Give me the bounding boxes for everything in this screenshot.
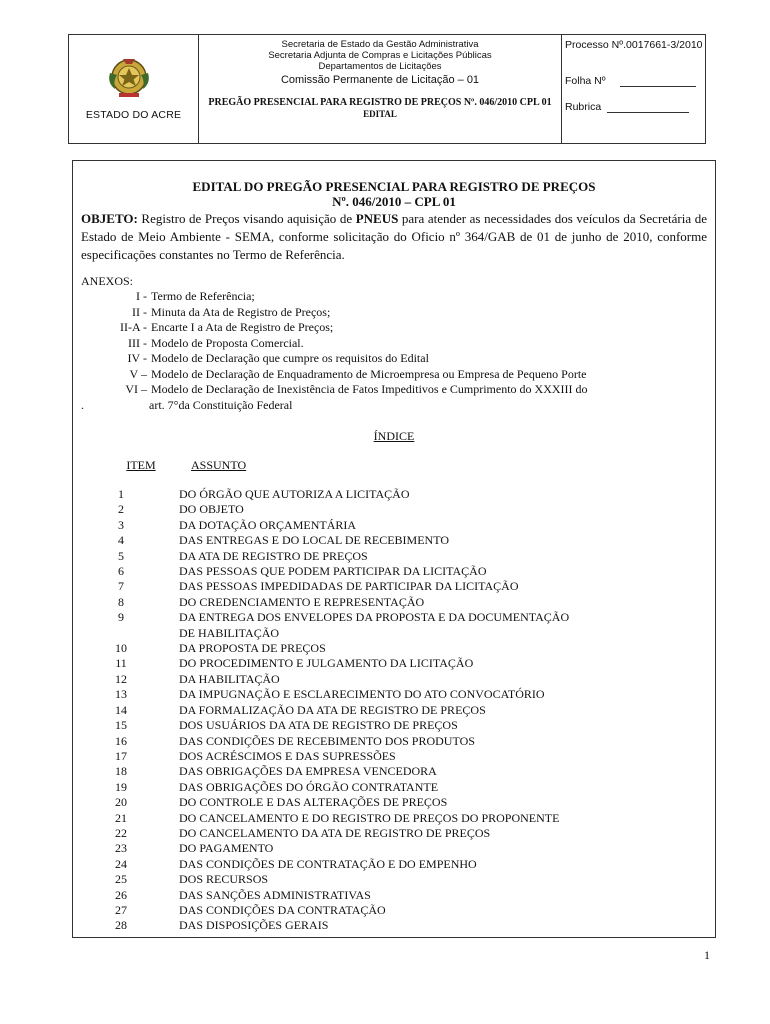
indice-item-number: 13 [115,687,127,702]
indice-item [81,549,707,564]
indice-item-subject: DO PAGAMENTO [179,841,274,856]
folha-field [565,75,705,101]
indice-item-number: 25 [115,872,127,887]
indice-item-number: 26 [115,887,127,902]
indice-item-number: 5 [118,548,124,563]
rubrica-blank [607,103,689,113]
indice-item [81,579,707,594]
indice-item-subject: DAS CONDIÇÕES DA CONTRATAÇÃO [179,902,386,917]
anexo-continuation [81,398,707,414]
indice-item-number [81,626,161,641]
indice-item-number: 16 [115,733,127,748]
objeto-product: PNEUS [355,211,399,226]
indice-item-subject: DOS USUÁRIOS DA ATA DE REGISTRO DE PREÇOS [179,718,458,733]
indice-item [81,672,707,687]
indice-item-number: 27 [115,902,127,917]
page-number: 1 [704,948,710,962]
indice-item [81,718,707,733]
indice-item [81,811,707,826]
anexo-number: II - [132,304,147,319]
indice-item-subject: DAS CONDIÇÕES DE CONTRATAÇÃO E DO EMPENHO [179,856,477,871]
indice-item [81,703,707,718]
indice-item [81,502,707,517]
indice-item-subject: DA PROPOSTA DE PREÇOS [179,641,326,656]
indice-item-subject: DA HABILITAÇÃO [179,671,280,686]
indice-item [81,888,707,903]
indice-item-subject: DO CANCELAMENTO E DO REGISTRO DE PREÇOS DO PROPONENTE [179,810,560,825]
indice-item-subject: DA IMPUGNAÇÃO E ESCLARECIMENTO DO ATO CONVOCATÓRIO [179,687,545,702]
anexo-item [81,320,707,336]
indice-item-number: 8 [118,594,124,609]
indice-item-subject: DO CREDENCIAMENTO E REPRESENTAÇÃO [179,594,425,609]
indice-item-subject: DOS RECURSOS [179,872,269,887]
indice-item [81,857,707,872]
indice-item-subject: DAS CONDIÇÕES DE RECEBIMENTO DOS PRODUTOS [179,733,475,748]
state-label: ESTADO DO ACRE [85,109,182,121]
indice-item-subject: DAS SANÇÕES ADMINISTRATIVAS [179,887,371,902]
indice-item-number: 23 [115,841,127,856]
indice-item [81,487,707,502]
indice-item-subject: DO OBJETO [179,502,244,517]
indice-item-subject: DO CANCELAMENTO DA ATA DE REGISTRO DE PREÇOS [179,825,491,840]
pregao-line: PREGÃO PRESENCIAL PARA REGISTRO DE PREÇOS Nº. 046/2010 CPL 01 [208,97,552,108]
header-title-cell [199,35,562,143]
indice-item-number: 7 [118,579,124,594]
objeto-text-2: para atender as necessidades dos veículos da Secretária de Estado de Meio Ambiente - SEMA, conforme solicitação do Oficio nº 364/GAB de 01 de junho de 2010, conforme especificações constantes no Termo de Referência. [81,211,707,262]
rubrica-field [565,101,705,113]
indice-item-number: 3 [118,517,124,532]
edital-title: EDITAL DO PREGÃO PRESENCIAL PARA REGISTRO DE PREÇOS [192,179,596,194]
anexo-text: Encarte I a Ata de Registro de Preços; [151,320,334,334]
indice-item [81,564,707,579]
anexo-number: V – [129,366,147,381]
edital-body [72,160,716,938]
indice-item-number: 15 [115,718,127,733]
indice-item-number: 14 [115,702,127,717]
header-logo-cell [69,35,199,143]
indice-item-subject: DAS OBRIGAÇÕES DO ÓRGÃO CONTRATANTE [179,779,439,794]
anexo-item [81,289,707,305]
indice-item [81,918,707,933]
indice-item-number: 22 [115,825,127,840]
indice-item-subject: DAS OBRIGAÇÕES DA EMPRESA VENCEDORA [179,764,437,779]
objeto-paragraph [81,210,707,264]
secretaria-adjunta-line: Secretaria Adjunta de Compras e Licitações Públicas [268,50,492,61]
indice-item-subject: DA ATA DE REGISTRO DE PREÇOS [179,548,368,563]
indice-item-number: 20 [115,795,127,810]
document-header [68,34,706,144]
indice-item [81,795,707,810]
assunto-column-header: ASSUNTO [191,458,247,472]
indice-item-subject: DAS PESSOAS QUE PODEM PARTICIPAR DA LICITAÇÃO [179,564,487,579]
objeto-text-1: Registro de Preços visando aquisição de [137,211,356,226]
anexo-item [81,351,707,367]
indice-item-number: 28 [115,918,127,933]
anexo-item [81,305,707,321]
folha-label: Folha Nº [565,75,606,87]
indice-item-number: 9 [118,610,124,625]
indice-item [81,841,707,856]
anexo-number: VI – [125,382,147,396]
indice-item [81,595,707,610]
indice-item [81,872,707,887]
indice-item [81,826,707,841]
anexo-text: Modelo de Declaração de Enquadramento de Microempresa ou Empresa de Pequeno Porte [151,366,587,381]
anexo-number: III - [128,335,147,350]
indice-item-subject: DE HABILITAÇÃO [179,625,280,640]
indice-item-subject: DOS ACRÉSCIMOS E DAS SUPRESSÕES [179,748,396,763]
indice-item-subject: DAS PESSOAS IMPEDIDADAS DE PARTICIPAR DA LICITAÇÃO [179,579,519,594]
processo-number: Processo Nº.0017661-3/2010 [565,39,703,51]
indice-item-subject: DAS ENTREGAS E DO LOCAL DE RECEBIMENTO [179,533,449,548]
anexo-number: I - [136,289,147,303]
anexo-cont-dot: . [81,397,84,412]
indice-item [81,656,707,671]
anexo-number: II-A - [120,320,147,334]
indice-item-number: 2 [118,502,124,517]
indice-item-subject: DA FORMALIZAÇÃO DA ATA DE REGISTRO DE PREÇOS [179,702,486,717]
indice-item-subject: DA ENTREGA DOS ENVELOPES DA PROPOSTA E DA DOCUMENTAÇÃO [179,610,570,625]
anexo-cont-text: art. 7°da Constituição Federal [149,397,293,412]
edital-line: EDITAL [363,109,397,119]
indice-item [81,749,707,764]
indice-item [81,533,707,548]
anexos-label: ANEXOS: [81,274,134,288]
indice-item [81,626,707,641]
indice-item-number: 18 [115,764,127,779]
indice-item [81,734,707,749]
indice-item-number: 21 [115,810,127,825]
indice-item-subject: DO CONTROLE E DAS ALTERAÇÕES DE PREÇOS [179,795,448,810]
indice-item [81,518,707,533]
indice-item [81,903,707,918]
anexo-number: IV - [127,351,147,365]
anexo-text: Termo de Referência; [151,289,255,303]
indice-item [81,641,707,656]
anexos-list [81,289,707,398]
indice-item [81,687,707,702]
comissao-line: Comissão Permanente de Licitação – 01 [280,74,480,86]
indice-item-subject: DA DOTAÇÃO ORÇAMENTÁRIA [179,517,357,532]
anexo-item [81,367,707,383]
indice-item-number: 19 [115,779,127,794]
indice-item-number: 6 [118,564,124,579]
indice-item-number: 4 [118,533,124,548]
anexo-item [81,336,707,352]
indice-item-subject: DAS DISPOSIÇÕES GERAIS [179,918,329,933]
rubrica-label: Rubrica [565,101,602,113]
indice-column-headers [81,458,707,473]
header-process-cell [562,35,705,143]
indice-item [81,610,707,625]
indice-item-number: 10 [115,641,127,656]
indice-item-number: 1 [118,487,124,501]
edital-number: Nº. 046/2010 – CPL 01 [332,194,456,209]
indice-heading: ÍNDICE [373,429,415,443]
indice-item-subject: DO ÓRGÃO QUE AUTORIZA A LICITAÇÃO [179,487,410,501]
objeto-label: OBJETO: [81,211,138,226]
anexo-text: Modelo de Declaração que cumpre os requisitos do Edital [151,351,429,365]
state-crest-icon [105,53,153,101]
secretaria-line: Secretaria de Estado da Gestão Administrativa [281,39,479,50]
anexo-text: Minuta da Ata de Registro de Preços; [151,304,331,319]
indice-item [81,764,707,779]
indice-item-number: 24 [115,856,127,871]
indice-item-number: 12 [115,671,127,686]
indice-item-number: 11 [115,656,127,671]
folha-blank [620,77,696,87]
indice-item-number: 17 [115,748,127,763]
indice-item [81,780,707,795]
indice-item-subject: DO PROCEDIMENTO E JULGAMENTO DA LICITAÇÃO [179,656,474,671]
anexo-text: Modelo de Proposta Comercial. [151,335,304,350]
item-column-header: ITEM [126,458,156,472]
anexo-text: Modelo de Declaração de Inexistência de Fatos Impeditivos e Cumprimento do XXXIII do [151,382,588,396]
departamento-line: Departamentos de Licitações [318,61,442,72]
indice-items-list [81,487,707,934]
anexo-item [81,382,707,398]
